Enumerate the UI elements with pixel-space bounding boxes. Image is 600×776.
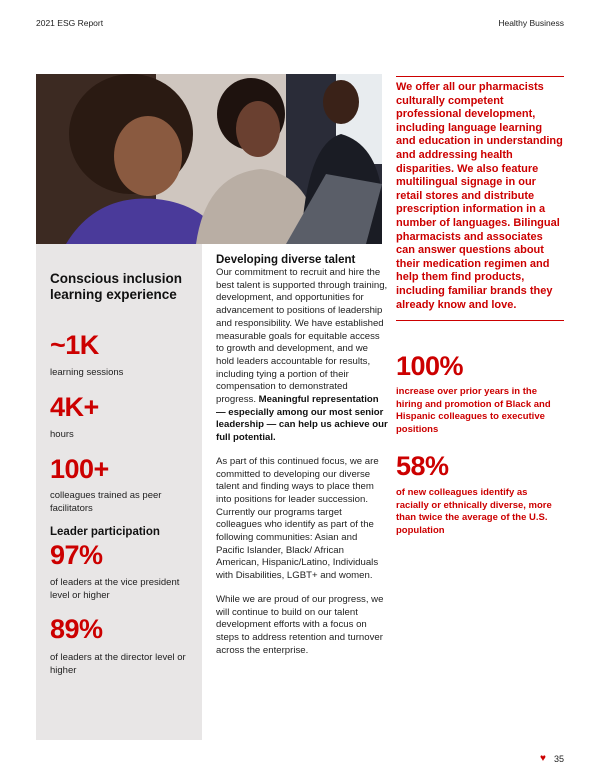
callout-stat-value: 100% <box>396 351 464 381</box>
stat-label: of leaders at the vice president level or higher <box>50 577 180 601</box>
article-paragraph: While we are proud of our progress, we will continue to build on our talent development efforts with a focus on steps to address retention and turnover across the enterprise. <box>216 593 384 656</box>
report-title: 2021 ESG Report <box>36 18 104 28</box>
article-text: Our commitment to recruit and hire the best talent is supported through training, development, and opportunities for advancement to positions of leadership and responsibility. We have established measurable goals for equitable access to growth and development, and we hold leaders accountable for results, including tying a portion of their compensation to demonstrated progress. <box>216 267 388 406</box>
inclusion-sidebar <box>36 244 202 740</box>
callout-stat-label: increase over prior years in the hiring and promotion of Black and Hispanic colleagues to executive positions <box>396 386 551 435</box>
stat-label: colleagues trained as peer facilitators <box>50 490 162 514</box>
article-title: Developing diverse talent <box>216 254 356 266</box>
stat-label: of leaders at the director level or higher <box>50 652 186 676</box>
page-footer <box>540 753 564 764</box>
stat-value: ~1K <box>50 330 99 360</box>
stat-value: 100+ <box>50 454 109 484</box>
article-paragraph <box>216 267 388 445</box>
sidebar-heading: Conscious inclusion learning experience <box>50 271 183 302</box>
stat-value: 89% <box>50 614 103 644</box>
callout-stat-value: 58% <box>396 451 449 481</box>
page-number: 35 <box>553 753 564 764</box>
article-emphasis: Meaningful representation — especially among our most senior leadership — can help us achieve our full potential. <box>216 394 388 444</box>
stat-value: 97% <box>50 540 103 570</box>
leader-heading: Leader participation <box>50 526 160 538</box>
photo-illustration <box>36 74 382 244</box>
pull-quote: We offer all our pharmacists culturally competent professional development, including language learning and education in understanding and addressing health disparities. We also feature multilingual signage in our retail stores and distribute prescription information in a number of languages. Bilingual pharmacists and associates can answer questions about their medication regimen and help them find products, including familiar brands they already know and love. <box>396 76 564 321</box>
callout-stat-label: of new colleagues identify as racially or ethnically diverse, more than twice the average of the U.S. population <box>396 487 552 536</box>
stat-label: learning sessions <box>50 367 124 378</box>
article-paragraph: As part of this continued focus, we are committed to developing our diverse talent and finding ways to place them into positions for leader succession. Currently our programs target colleagues who identify as part of the following communities: Asian and Pacific Islander, Black/ African American, Hispanic/Latino, Individuals with Disabilities, LGBT+ and women. <box>216 455 379 582</box>
stat-label: hours <box>50 429 74 440</box>
article <box>216 254 388 668</box>
colleagues-photo <box>36 74 382 244</box>
heart-icon: ♥ <box>540 753 546 764</box>
section-title: Healthy Business <box>498 18 564 28</box>
stat-value: 4K+ <box>50 392 99 422</box>
